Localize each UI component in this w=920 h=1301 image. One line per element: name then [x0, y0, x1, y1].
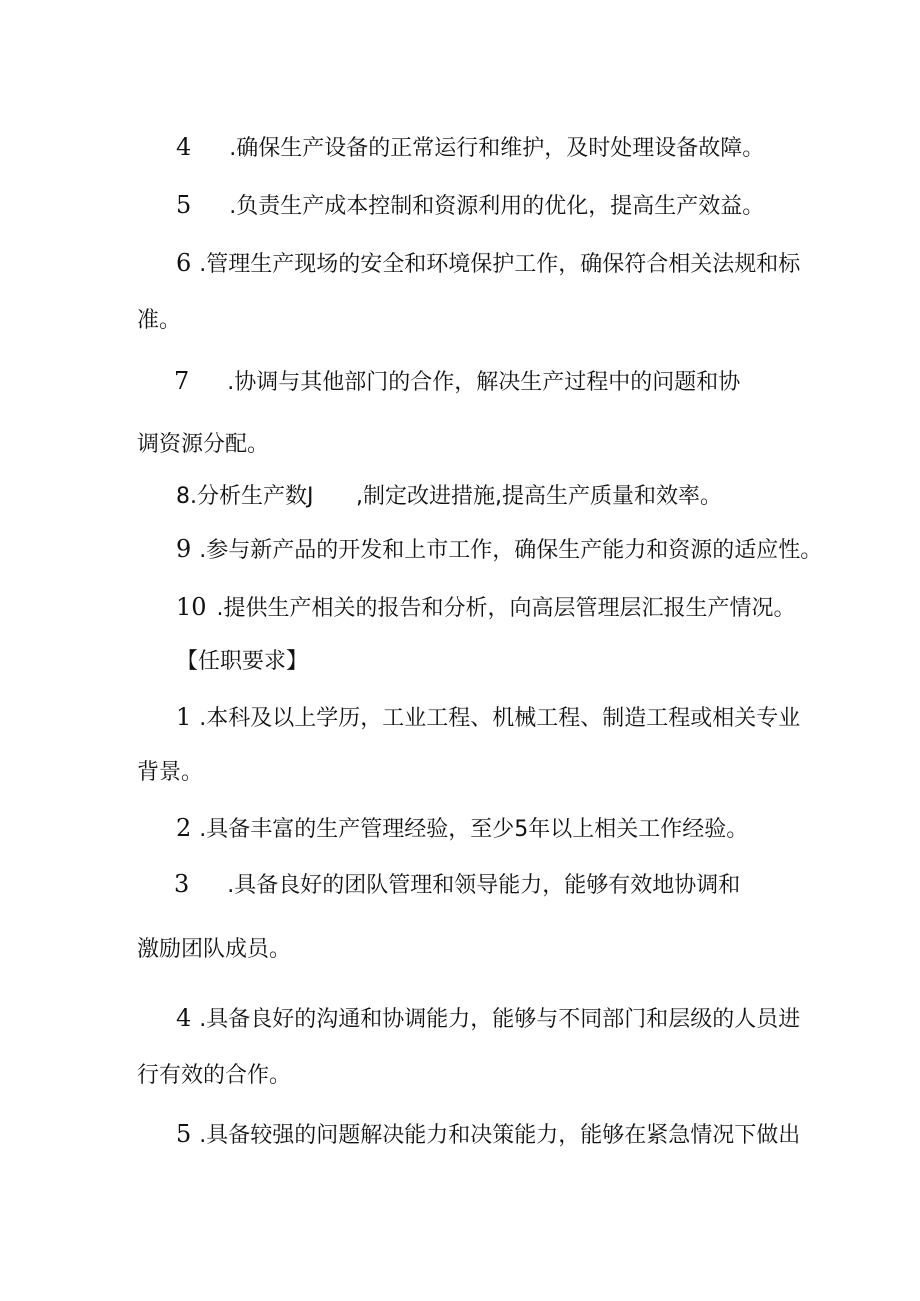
section-heading-requirements [176, 648, 308, 676]
requirement-item-5 [176, 1120, 800, 1150]
item-text: .具备良好的沟通和协调能力，能够与不同部门和层级的人员进 [199, 1007, 801, 1032]
item-text: .管理生产现场的安全和环境保护工作，确保符合相关法规和标 [199, 252, 801, 277]
item-text: .具备丰富的生产管理经验，至少5年以上相关工作经验。 [199, 817, 749, 842]
duty-item-6 [176, 249, 800, 279]
item-text: .本科及以上学历，工业工程、机械工程、制造工程或相关专业 [199, 706, 801, 731]
duty-item-8-part2 [356, 483, 722, 511]
item-text: 行有效的合作。 [137, 1063, 292, 1088]
requirement-item-1-continued [137, 759, 203, 787]
duty-item-9 [176, 535, 822, 565]
duty-item-7 [174, 367, 740, 397]
requirement-item-3-continued [137, 936, 291, 964]
item-text: .确保生产设备的正常运行和维护，及时处理设备故障。 [229, 136, 765, 161]
item-number: 3 [174, 870, 190, 898]
item-text: .负责生产成本控制和资源利用的优化，提高生产效益。 [229, 194, 765, 219]
item-text: .具备良好的团队管理和领导能力，能够有效地协调和 [227, 873, 741, 898]
item-text: 激励团队成员。 [137, 937, 292, 962]
item-text: 调资源分配。 [137, 432, 270, 457]
item-text: .具备较强的问题解决能力和决策能力，能够在紧急情况下做出 [199, 1123, 801, 1148]
duty-item-10 [176, 593, 796, 623]
item-text-part1: 8.分析生产数J [176, 484, 314, 509]
requirement-item-4 [176, 1004, 800, 1034]
item-number: 2 [176, 814, 192, 842]
item-number: 7 [174, 367, 190, 395]
item-text: 准。 [137, 308, 182, 333]
requirement-item-1 [176, 703, 800, 733]
duty-item-6-continued [137, 307, 181, 335]
item-text: .参与新产品的开发和上市工作，确保生产能力和资源的适应性。 [199, 538, 823, 563]
requirement-item-2 [176, 814, 748, 844]
item-text-part2: ,制定改进措施,提高生产质量和效率。 [356, 484, 722, 509]
item-text: 背景。 [137, 760, 204, 785]
section-title: 【任职要求】 [176, 649, 309, 674]
requirement-item-4-continued [137, 1062, 291, 1090]
item-number: 4 [176, 1004, 192, 1032]
requirement-item-3 [174, 870, 740, 900]
duty-item-7-continued [137, 431, 269, 459]
item-number: 6 [176, 249, 192, 277]
item-number: 10 [176, 593, 207, 621]
duty-item-4 [176, 133, 764, 163]
duty-item-5 [176, 191, 764, 221]
item-number: 9 [176, 535, 192, 563]
item-number: 4 [176, 133, 192, 161]
item-number: 1 [176, 703, 192, 731]
item-text: .提供生产相关的报告和分析，向高层管理层汇报生产情况。 [216, 596, 796, 621]
item-number: 5 [176, 1120, 192, 1148]
item-text: .协调与其他部门的合作，解决生产过程中的问题和协 [227, 370, 741, 395]
duty-item-8 [176, 483, 313, 511]
item-number: 5 [176, 191, 192, 219]
